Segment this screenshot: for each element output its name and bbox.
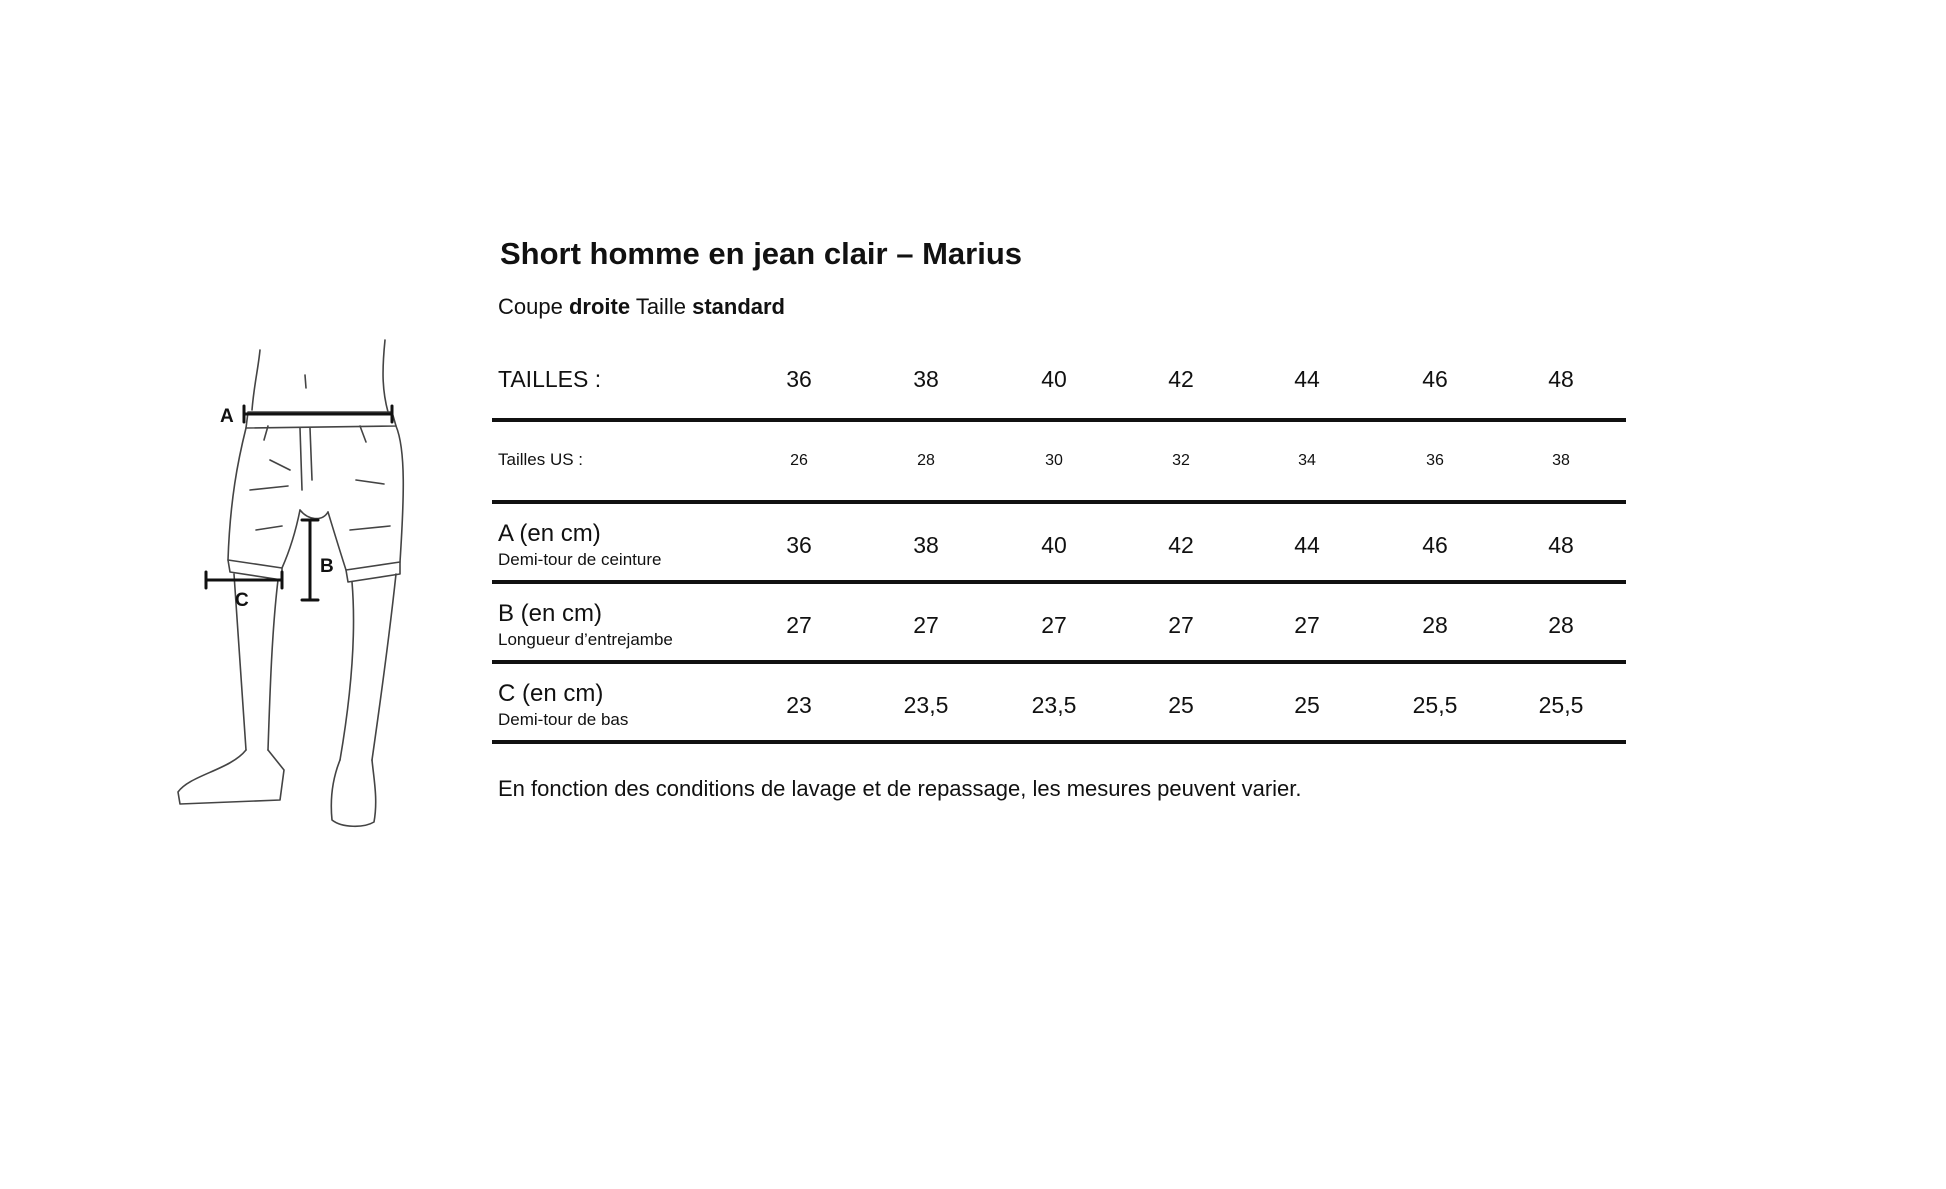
measure-row-b [492, 584, 1626, 660]
measure-cell: 25 [1168, 692, 1194, 718]
coupe-label: Coupe [498, 294, 563, 319]
us-size-cell: 26 [790, 452, 808, 469]
short-left-leg [228, 428, 300, 568]
left-hem [228, 560, 282, 580]
us-size-cell: 36 [1426, 452, 1444, 469]
measure-cell: 23,5 [1031, 692, 1077, 718]
us-size-label: Tailles US : [498, 450, 584, 469]
shorts-figure-drawing [160, 330, 420, 840]
measure-cell: 27 [786, 612, 812, 638]
shorts-illustration [160, 330, 420, 840]
measure-cell: 44 [1294, 532, 1320, 558]
navel-line [305, 375, 306, 388]
measure-cell: 46 [1422, 532, 1448, 558]
us-size-cell: 34 [1298, 452, 1316, 469]
measure-cell: 27 [1294, 612, 1320, 638]
us-size-cell: 28 [917, 452, 935, 469]
measure-cell: 28 [1548, 612, 1574, 638]
header-size-cell: 40 [1041, 366, 1067, 392]
short-right-leg [328, 426, 403, 570]
us-size-cell: 32 [1172, 452, 1190, 469]
measure-sublabel: Demi-tour de bas [498, 710, 629, 729]
measure-cell: 25,5 [1538, 692, 1584, 718]
header-size-cell: 42 [1168, 366, 1194, 392]
measure-cell: 28 [1422, 612, 1448, 638]
measure-cell: 27 [913, 612, 939, 638]
measure-cell: 27 [1168, 612, 1194, 638]
right-hem [346, 562, 400, 582]
measure-cell: 42 [1168, 532, 1194, 558]
right-shoe [331, 760, 375, 826]
measure-sublabel: Longueur d’entrejambe [498, 630, 673, 649]
taille-value: standard [692, 294, 785, 319]
fit-subtitle [498, 294, 785, 320]
measure-row-c [492, 664, 1626, 740]
header-size-cell: 46 [1422, 366, 1448, 392]
header-size-cell: 38 [913, 366, 939, 392]
measure-cell: 25,5 [1412, 692, 1458, 718]
measure-cell: 48 [1548, 532, 1574, 558]
size-table [492, 356, 1626, 744]
crotch-outline [300, 510, 328, 519]
measure-cell: 40 [1041, 532, 1067, 558]
measure-cell: 27 [1041, 612, 1067, 638]
header-size-cell: 36 [786, 366, 812, 392]
coupe-value: droite [568, 294, 631, 319]
right-leg-outline [340, 574, 396, 760]
measure-label: A (en cm) [498, 520, 601, 547]
denim-folds [250, 460, 390, 530]
torso-right-outline [383, 340, 388, 412]
table-header-row [492, 356, 1626, 418]
washing-note: En fonction des conditions de lavage et de repassage, les mesures peuvent varier. [498, 776, 1302, 801]
measure-cell: 36 [786, 532, 812, 558]
us-size-cell: 30 [1045, 452, 1063, 469]
fly-and-pockets [264, 426, 366, 490]
taille-label: Taille [635, 294, 686, 319]
measure-cell: 38 [913, 532, 939, 558]
measure-row-a [492, 504, 1626, 580]
measure-cell: 23 [786, 692, 812, 718]
page-title: Short homme en jean clair – Marius [500, 236, 1022, 271]
measure-sublabel: Demi-tour de ceinture [498, 550, 662, 569]
marker-c: C [235, 590, 249, 611]
header-size-cell: 44 [1294, 366, 1320, 392]
left-shoe [178, 750, 284, 804]
measure-label: B (en cm) [498, 600, 603, 627]
header-label: TAILLES : [498, 366, 602, 392]
measure-cell: 25 [1294, 692, 1320, 718]
table-divider [492, 740, 1626, 744]
marker-b: B [320, 556, 334, 577]
us-size-row [492, 422, 1626, 500]
marker-a: A [220, 406, 234, 427]
torso-left-outline [252, 350, 260, 410]
header-size-cell: 48 [1548, 366, 1574, 392]
measure-label: C (en cm) [498, 680, 604, 707]
measure-cell: 23,5 [903, 692, 949, 718]
us-size-cell: 38 [1552, 452, 1570, 469]
